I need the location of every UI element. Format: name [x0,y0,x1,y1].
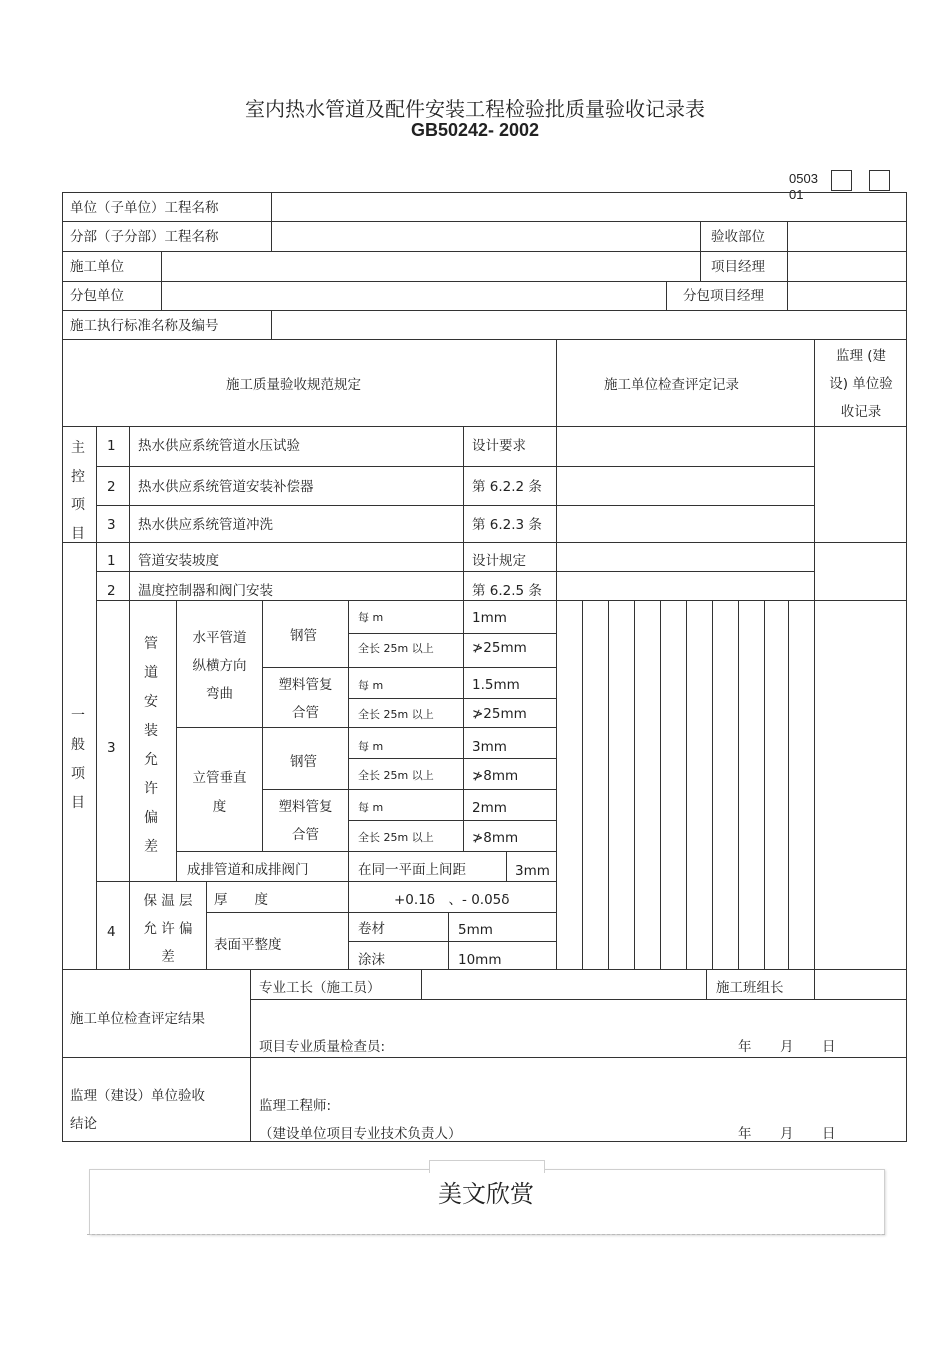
general-label-char: 项 [71,766,85,782]
sub-project-label: 分部（子分部）工程名称 [70,229,219,245]
paint-value: 10mm [458,952,502,968]
general-label-char: 一 [71,708,85,724]
full-length-3: 全长 25m 以上 [358,769,434,782]
deviation-label-char: 偏 [144,810,158,826]
main-label-char: 主 [71,440,85,456]
full-length-4: 全长 25m 以上 [358,831,434,844]
conclusion-day: 日 [822,1126,836,1142]
plastic-line: 塑料管复 [278,677,333,693]
main-row-3-name: 热水供应系统管道冲洗 [138,517,273,533]
plastic-pipe-label-1 [263,671,348,727]
main-row-3-no: 3 [107,517,116,533]
per-meter-1: 每 m [358,611,384,624]
result-day: 日 [822,1039,836,1055]
standard-name-label: 施工执行标准名称及编号 [70,318,219,334]
subcontract-manager-label: 分包项目经理 [683,288,764,304]
tolerance-value-7: 2mm [472,800,507,816]
general-label-char: 目 [71,795,85,811]
result-year: 年 [738,1039,752,1055]
general-row-1-req: 设计规定 [472,553,526,569]
tolerance-value-1: 1mm [472,610,507,626]
inspector-label: 项目专业质量检查员: [259,1039,386,1055]
record-column-header: 施工单位检查评定记录 [604,377,739,393]
deviation-label-char: 允 [144,752,158,768]
tolerance-value-8: ≯8mm [472,830,519,846]
supervision-header-line1: 监理 (建 [835,348,887,364]
general-row-2-name: 温度控制器和阀门安装 [138,583,273,599]
document-title: 室内热水管道及配件安装工程检验批质量验收记录表 [245,97,705,121]
roll-label: 卷材 [358,921,385,937]
supervision-header-line2: 设) 单位验 [829,376,893,392]
standard-number: GB50242- 2002 [410,120,540,140]
tolerance-value-6: ≯8mm [472,768,519,784]
deviation-label-char: 差 [144,839,158,855]
general-row-1-no: 1 [107,553,116,569]
general-row-3-no: 3 [107,740,116,756]
tolerance-value-4: ≯25mm [472,706,527,722]
general-row-4-no: 4 [107,924,116,940]
main-row-2-no: 2 [107,479,116,495]
result-label: 施工单位检查评定结果 [70,1011,205,1027]
unit-project-label: 单位（子单位）工程名称 [70,200,219,216]
tolerance-value-5: 3mm [472,739,507,755]
engineer-label: 监理工程师: [259,1098,332,1114]
main-items-label [66,434,90,548]
thickness-value: +0.1δ 、- 0.05δ [394,892,510,908]
insulation-label [131,887,205,971]
deviation-label-char: 安 [144,694,158,710]
spec-column-header: 施工质量验收规范规定 [226,377,361,393]
acceptance-part-label: 验收部位 [711,229,765,245]
same-plane-label: 在同一平面上间距 [358,862,466,878]
plastic-line: 塑料管复 [278,799,333,815]
conclusion-line: 结论 [70,1116,97,1132]
main-label-char: 项 [71,497,85,513]
per-meter-2: 每 m [358,679,384,692]
supervision-header-line3: 收记录 [840,404,882,420]
steel-pipe-label-2: 钢管 [290,754,317,770]
main-row-2-req: 第 6.2.2 条 [472,479,542,495]
per-meter-3: 每 m [358,740,384,753]
same-plane-value: 3mm [515,863,550,879]
plastic-pipe-label-2 [263,793,348,849]
main-row-1-req: 设计要求 [472,438,526,454]
full-length-1: 全长 25m 以上 [358,642,434,655]
general-items-label [66,702,90,818]
deviation-label-char: 许 [144,781,158,797]
paint-label: 涂沫 [358,952,385,968]
project-manager-label: 项目经理 [711,259,765,275]
form-code-line1: 0503 [789,171,818,186]
main-label-char: 目 [71,525,85,542]
footer-divider [87,1234,885,1235]
conclusion-year: 年 [738,1126,752,1142]
horizontal-pipe-label [177,624,262,708]
deviation-label-char: 管 [144,636,158,652]
footer-tab [429,1160,545,1173]
flatness-label: 表面平整度 [214,937,282,953]
main-label-char: 控 [71,468,85,485]
plastic-line: 合管 [292,705,319,721]
owner-label: （建设单位项目专业技术负责人） [259,1126,462,1142]
main-row-1-no: 1 [107,438,116,454]
horizontal-line: 水平管道 [192,630,247,646]
general-row-2-req: 第 6.2.5 条 [472,583,542,599]
plastic-line: 合管 [292,827,319,843]
deviation-label-char: 装 [144,723,158,739]
row-valves-label: 成排管道和成排阀门 [187,862,309,878]
main-row-1-name: 热水供应系统管道水压试验 [138,438,300,454]
per-meter-4: 每 m [358,801,384,814]
thickness-label: 厚 度 [214,892,268,908]
conclusion-line: 监理（建设）单位验收 [70,1088,205,1104]
general-row-1-name: 管道安装坡度 [138,553,219,569]
insulation-line: 差 [161,949,175,965]
general-label-char: 般 [71,737,85,753]
subcontract-unit-label: 分包单位 [70,288,124,304]
insulation-line: 保 温 层 [143,893,193,909]
main-row-3-req: 第 6.2.3 条 [472,517,542,533]
result-month: 月 [780,1039,794,1055]
general-row-2-no: 2 [107,583,116,599]
footer-text: 美文欣赏 [438,1180,534,1208]
foreman-label: 专业工长（施工员） [259,980,381,996]
construction-unit-label: 施工单位 [70,259,124,275]
form-code-line2: 01 [789,187,804,202]
conclusion-month: 月 [780,1126,794,1142]
full-length-2: 全长 25m 以上 [358,708,434,721]
deviation-label-char: 道 [144,665,158,681]
insulation-line: 允 许 偏 [143,921,193,937]
tolerance-value-3: 1.5mm [472,677,520,693]
deviation-vertical-label [139,630,163,862]
team-leader-label: 施工班组长 [716,980,784,996]
steel-pipe-label-1: 钢管 [290,628,317,644]
vertical-line: 立管垂直 [192,770,247,786]
vertical-pipe-label [177,764,262,822]
supervision-column-header [816,342,906,426]
tolerance-value-2: ≯25mm [472,640,527,656]
horizontal-line: 纵横方向 [192,658,247,674]
main-row-2-name: 热水供应系统管道安装补偿器 [138,479,314,495]
vertical-line: 度 [212,799,227,815]
conclusion-label [70,1082,205,1138]
horizontal-line: 弯曲 [206,686,233,702]
roll-value: 5mm [458,922,493,938]
